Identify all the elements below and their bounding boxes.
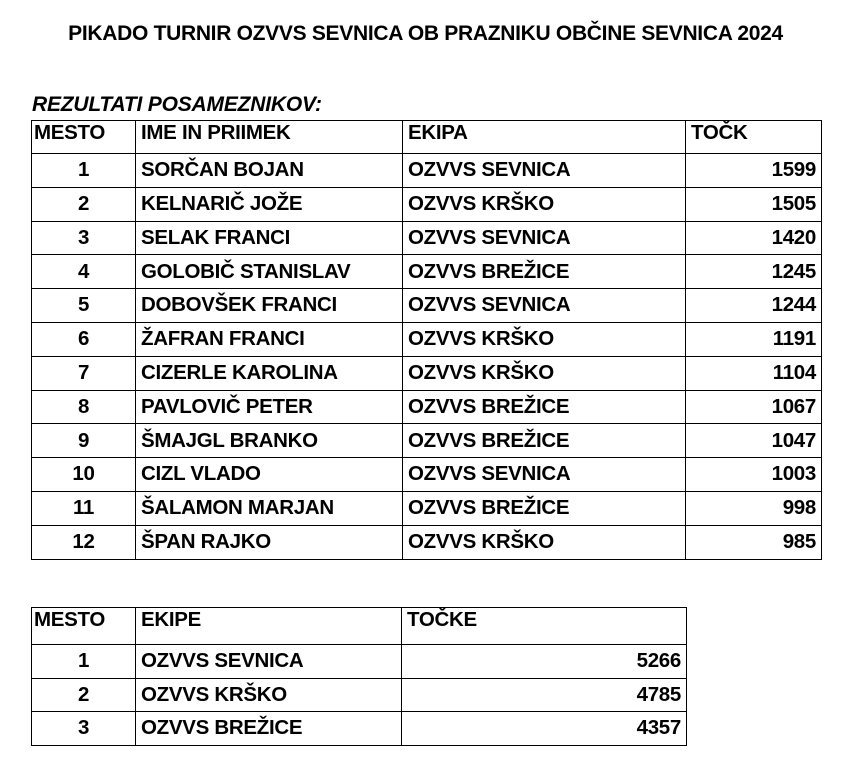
header-place: MESTO	[32, 121, 136, 154]
table-row	[32, 491, 822, 525]
cell-place: 1	[32, 645, 136, 679]
table-header-row	[32, 121, 822, 154]
cell-name: ŠALAMON MARJAN	[136, 491, 403, 525]
cell-team: OZVVS BREŽICE	[403, 390, 686, 424]
cell-team: OZVVS KRŠKO	[403, 322, 686, 356]
cell-team: OZVVS SEVNICA	[403, 289, 686, 323]
table-row	[32, 289, 822, 323]
table-row	[32, 390, 822, 424]
cell-team: OZVVS KRŠKO	[403, 356, 686, 390]
table-row	[32, 255, 822, 289]
cell-points: 1505	[686, 187, 822, 221]
header-points: TOČKE	[402, 608, 687, 645]
cell-points: 1067	[686, 390, 822, 424]
cell-place: 3	[32, 712, 136, 746]
cell-points: 1104	[686, 356, 822, 390]
header-place: MESTO	[32, 608, 136, 645]
cell-points: 1244	[686, 289, 822, 323]
cell-points: 1599	[686, 154, 822, 188]
cell-place: 2	[32, 187, 136, 221]
cell-points: 1047	[686, 424, 822, 458]
table-row	[32, 356, 822, 390]
header-points: TOČK	[686, 121, 822, 154]
cell-name: SORČAN BOJAN	[136, 154, 403, 188]
cell-team: OZVVS BREŽICE	[136, 712, 402, 746]
cell-place: 3	[32, 221, 136, 255]
cell-name: ŠMAJGL BRANKO	[136, 424, 403, 458]
cell-name: DOBOVŠEK FRANCI	[136, 289, 403, 323]
table-row	[32, 525, 822, 559]
cell-team: OZVVS SEVNICA	[403, 458, 686, 492]
cell-place: 8	[32, 390, 136, 424]
cell-name: ŽAFRAN FRANCI	[136, 322, 403, 356]
cell-points: 4357	[402, 712, 687, 746]
table-row	[32, 712, 687, 746]
individual-results-title: REZULTATI POSAMEZNIKOV:	[32, 93, 322, 116]
cell-team: OZVVS BREŽICE	[403, 491, 686, 525]
cell-name: CIZL VLADO	[136, 458, 403, 492]
table-row	[32, 645, 687, 679]
cell-points: 4785	[402, 678, 687, 712]
cell-team: OZVVS KRŠKO	[136, 678, 402, 712]
table-row	[32, 322, 822, 356]
cell-points: 998	[686, 491, 822, 525]
header-team: EKIPE	[136, 608, 402, 645]
team-results-table	[31, 607, 687, 746]
table-header-row	[32, 608, 687, 645]
cell-name: ŠPAN RAJKO	[136, 525, 403, 559]
cell-name: KELNARIČ JOŽE	[136, 187, 403, 221]
cell-place: 11	[32, 491, 136, 525]
cell-place: 12	[32, 525, 136, 559]
individual-results-body	[32, 154, 822, 560]
cell-name: CIZERLE KAROLINA	[136, 356, 403, 390]
cell-name: PAVLOVIČ PETER	[136, 390, 403, 424]
table-row	[32, 221, 822, 255]
table-row	[32, 187, 822, 221]
cell-place: 9	[32, 424, 136, 458]
cell-place: 7	[32, 356, 136, 390]
cell-place: 10	[32, 458, 136, 492]
cell-team: OZVVS BREŽICE	[403, 255, 686, 289]
cell-team: OZVVS KRŠKO	[403, 525, 686, 559]
cell-place: 6	[32, 322, 136, 356]
header-name: IME IN PRIIMEK	[136, 121, 403, 154]
cell-points: 5266	[402, 645, 687, 679]
cell-team: OZVVS KRŠKO	[403, 187, 686, 221]
cell-name: SELAK FRANCI	[136, 221, 403, 255]
cell-place: 2	[32, 678, 136, 712]
table-row	[32, 458, 822, 492]
table-row	[32, 678, 687, 712]
cell-place: 5	[32, 289, 136, 323]
cell-team: OZVVS SEVNICA	[136, 645, 402, 679]
cell-team: OZVVS SEVNICA	[403, 221, 686, 255]
cell-points: 1191	[686, 322, 822, 356]
cell-points: 1245	[686, 255, 822, 289]
header-team: EKIPA	[403, 121, 686, 154]
cell-team: OZVVS SEVNICA	[403, 154, 686, 188]
team-results-body	[32, 645, 687, 746]
cell-points: 1003	[686, 458, 822, 492]
table-row	[32, 424, 822, 458]
cell-place: 1	[32, 154, 136, 188]
page-title: PIKADO TURNIR OZVVS SEVNICA OB PRAZNIKU OBČINE SEVNICA 2024	[68, 22, 783, 45]
cell-points: 1420	[686, 221, 822, 255]
cell-points: 985	[686, 525, 822, 559]
cell-name: GOLOBIČ STANISLAV	[136, 255, 403, 289]
individual-results-table	[31, 120, 822, 560]
table-row	[32, 154, 822, 188]
cell-place: 4	[32, 255, 136, 289]
cell-team: OZVVS BREŽICE	[403, 424, 686, 458]
